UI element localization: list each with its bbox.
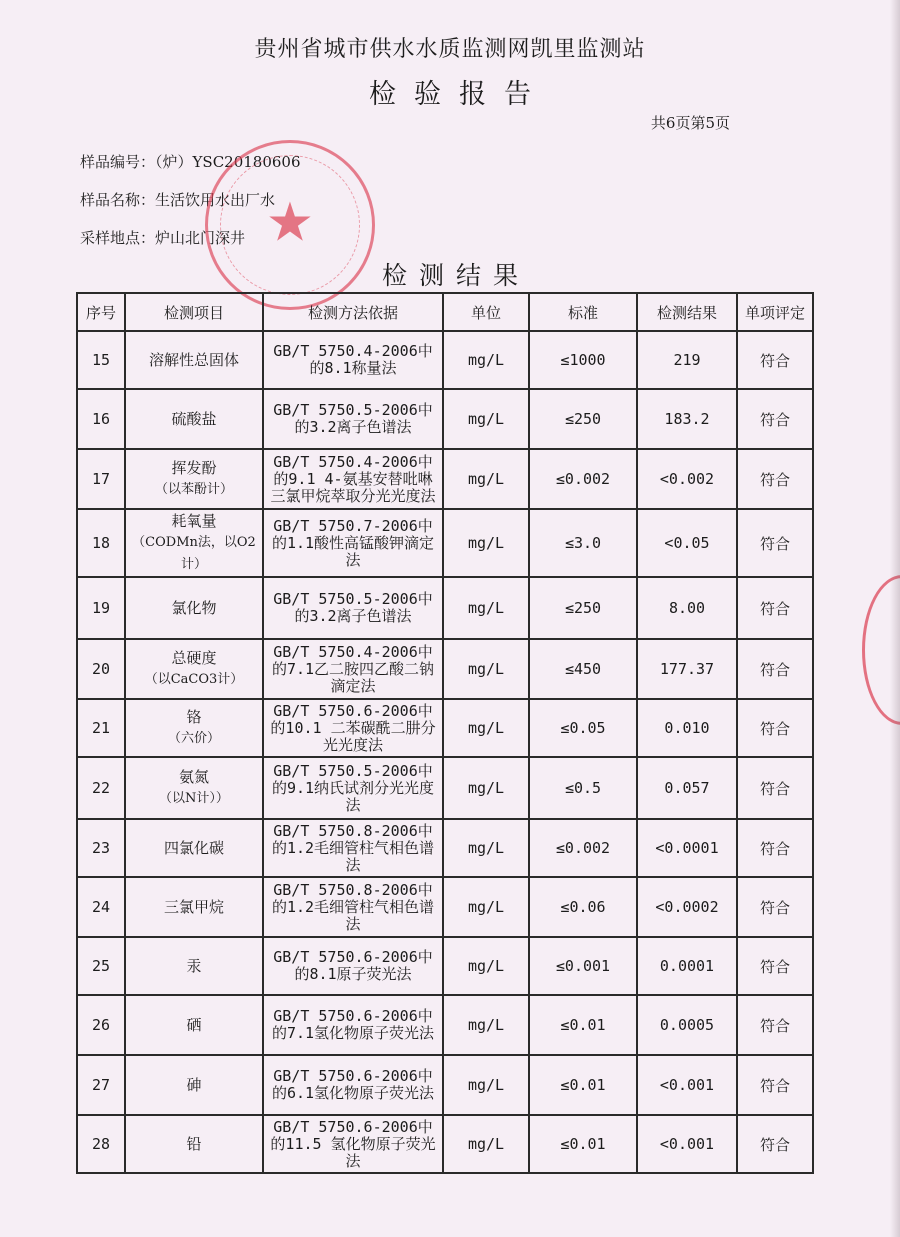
row-item-sub: （以苯酚计） [154,482,233,497]
row-item [125,877,263,937]
table-header-row [77,293,813,331]
row-method: GB/T 5750.6-2006中的11.5 氢化物原子荧光法 [263,1115,443,1173]
page-info: 共6页第5页 [650,114,730,132]
row-verdict: 符合 [737,389,813,449]
row-no: 17 [77,449,125,509]
row-no: 23 [77,819,125,877]
row-no: 21 [77,699,125,757]
sample-name-label: 样品名称： [80,191,156,209]
col-header-result: 检测结果 [637,293,737,331]
row-standard: ≤0.01 [529,1115,637,1173]
row-no: 15 [77,331,125,389]
table-row [77,819,813,877]
row-method: GB/T 5750.5-2006中的3.2离子色谱法 [263,389,443,449]
table-row [77,699,813,757]
row-verdict: 符合 [737,449,813,509]
row-unit: mg/L [443,577,529,639]
row-standard: ≤0.001 [529,937,637,995]
table-row [77,995,813,1055]
row-unit: mg/L [443,819,529,877]
row-unit: mg/L [443,449,529,509]
star-icon: ★ [265,190,315,254]
row-item [125,819,263,877]
row-verdict: 符合 [737,577,813,639]
row-method: GB/T 5750.4-2006中的7.1乙二胺四乙酸二钠滴定法 [263,639,443,699]
row-result: 0.057 [637,757,737,819]
sample-id-label: 样品编号： [80,153,156,171]
row-standard: ≤0.5 [529,757,637,819]
sample-id-value: （炉）YSC20180606 [155,153,301,171]
row-verdict: 符合 [737,509,813,577]
row-item [125,937,263,995]
row-unit: mg/L [443,995,529,1055]
row-result: 183.2 [637,389,737,449]
row-item-name: 溶解性总固体 [148,351,239,369]
row-method: GB/T 5750.6-2006中的8.1原子荧光法 [263,937,443,995]
row-item-name: 氨氮 [178,768,209,786]
row-method: GB/T 5750.4-2006中的8.1称量法 [263,331,443,389]
row-item [125,1115,263,1173]
row-standard: ≤0.01 [529,1055,637,1115]
row-item [125,699,263,757]
row-item-sub: （以CaCO3计） [144,672,244,687]
row-standard: ≤0.002 [529,819,637,877]
row-item-name: 氯化物 [171,599,217,617]
table-row [77,1115,813,1173]
row-verdict: 符合 [737,757,813,819]
row-standard: ≤0.06 [529,877,637,937]
row-method: GB/T 5750.5-2006中的3.2离子色谱法 [263,577,443,639]
row-verdict: 符合 [737,1055,813,1115]
col-header-verdict: 单项评定 [737,293,813,331]
row-unit: mg/L [443,877,529,937]
row-standard: ≤450 [529,639,637,699]
row-result: 219 [637,331,737,389]
row-item [125,509,263,577]
table-row [77,937,813,995]
doc-title: 检验报告 [369,79,549,110]
row-method: GB/T 5750.6-2006中的7.1氢化物原子荧光法 [263,995,443,1055]
row-standard: ≤0.002 [529,449,637,509]
row-item [125,757,263,819]
row-method: GB/T 5750.4-2006中的9.1 4-氨基安替吡啉三氯甲烷萃取分光光度法 [263,449,443,509]
row-unit: mg/L [443,639,529,699]
row-item-name: 铬 [186,708,202,726]
row-verdict: 符合 [737,699,813,757]
row-item-name: 四氯化碳 [163,839,224,857]
row-result: 0.010 [637,699,737,757]
row-item [125,331,263,389]
row-verdict: 符合 [737,639,813,699]
sample-site-value: 炉山北门深井 [155,229,246,247]
table-row [77,877,813,937]
table-row [77,1055,813,1115]
row-result: <0.001 [637,1115,737,1173]
row-no: 20 [77,639,125,699]
row-result: <0.002 [637,449,737,509]
row-item [125,577,263,639]
row-unit: mg/L [443,389,529,449]
row-method: GB/T 5750.5-2006中的9.1纳氏试剂分光光度法 [263,757,443,819]
row-no: 28 [77,1115,125,1173]
row-verdict: 符合 [737,819,813,877]
row-item-name: 汞 [186,957,202,975]
row-standard: ≤250 [529,577,637,639]
table-row [77,389,813,449]
row-standard: ≤3.0 [529,509,637,577]
row-method: GB/T 5750.6-2006中的6.1氢化物原子荧光法 [263,1055,443,1115]
row-no: 19 [77,577,125,639]
row-item [125,449,263,509]
table-row [77,757,813,819]
row-item [125,389,263,449]
table-row [77,509,813,577]
row-item-sub: （CODMn法，以O2计） [132,535,256,572]
row-method: GB/T 5750.8-2006中的1.2毛细管柱气相色谱法 [263,819,443,877]
row-verdict: 符合 [737,331,813,389]
row-standard: ≤0.01 [529,995,637,1055]
table-row [77,331,813,389]
row-item-name: 耗氧量 [171,512,217,530]
row-unit: mg/L [443,699,529,757]
sample-name-value: 生活饮用水出厂水 [155,191,276,209]
row-no: 22 [77,757,125,819]
col-header-unit: 单位 [443,293,529,331]
row-no: 25 [77,937,125,995]
row-unit: mg/L [443,757,529,819]
row-standard: ≤1000 [529,331,637,389]
row-item-name: 三氯甲烷 [163,898,224,916]
table-row [77,577,813,639]
row-item [125,639,263,699]
row-unit: mg/L [443,937,529,995]
row-result: 0.0005 [637,995,737,1055]
org-title: 贵州省城市供水水质监测网凯里监测站 [254,37,646,62]
row-no: 24 [77,877,125,937]
row-verdict: 符合 [737,937,813,995]
row-item-name: 砷 [186,1076,202,1094]
table-row [77,639,813,699]
row-result: 8.00 [637,577,737,639]
results-title: 检测结果 [381,261,530,290]
row-standard: ≤0.05 [529,699,637,757]
row-unit: mg/L [443,1055,529,1115]
results-table [76,292,814,1174]
row-result: <0.05 [637,509,737,577]
col-header-no: 序号 [77,293,125,331]
row-item-sub: （以N计）） [159,791,229,806]
row-unit: mg/L [443,331,529,389]
row-item-name: 硫酸盐 [171,410,217,428]
row-result: <0.0002 [637,877,737,937]
row-no: 27 [77,1055,125,1115]
row-unit: mg/L [443,509,529,577]
row-item-name: 硒 [186,1016,202,1034]
row-standard: ≤250 [529,389,637,449]
table-row [77,449,813,509]
col-header-standard: 标准 [529,293,637,331]
row-method: GB/T 5750.7-2006中的1.1酸性高锰酸钾滴定法 [263,509,443,577]
row-verdict: 符合 [737,1115,813,1173]
col-header-method: 检测方法依据 [263,293,443,331]
row-verdict: 符合 [737,995,813,1055]
row-no: 18 [77,509,125,577]
row-item-name: 铅 [186,1135,202,1153]
row-no: 26 [77,995,125,1055]
row-item [125,1055,263,1115]
row-method: GB/T 5750.8-2006中的1.2毛细管柱气相色谱法 [263,877,443,937]
row-result: 0.0001 [637,937,737,995]
row-item-sub: （六价） [167,731,220,746]
scan-edge [890,0,900,1237]
row-result: 177.37 [637,639,737,699]
row-item [125,995,263,1055]
col-header-item: 检测项目 [125,293,263,331]
row-method: GB/T 5750.6-2006中的10.1 二苯碳酰二肼分光光度法 [263,699,443,757]
row-item-name: 挥发酚 [171,459,217,477]
row-result: <0.0001 [637,819,737,877]
row-result: <0.001 [637,1055,737,1115]
row-item-name: 总硬度 [171,649,217,667]
row-verdict: 符合 [737,877,813,937]
row-unit: mg/L [443,1115,529,1173]
row-no: 16 [77,389,125,449]
sample-site-label: 采样地点： [80,229,156,247]
